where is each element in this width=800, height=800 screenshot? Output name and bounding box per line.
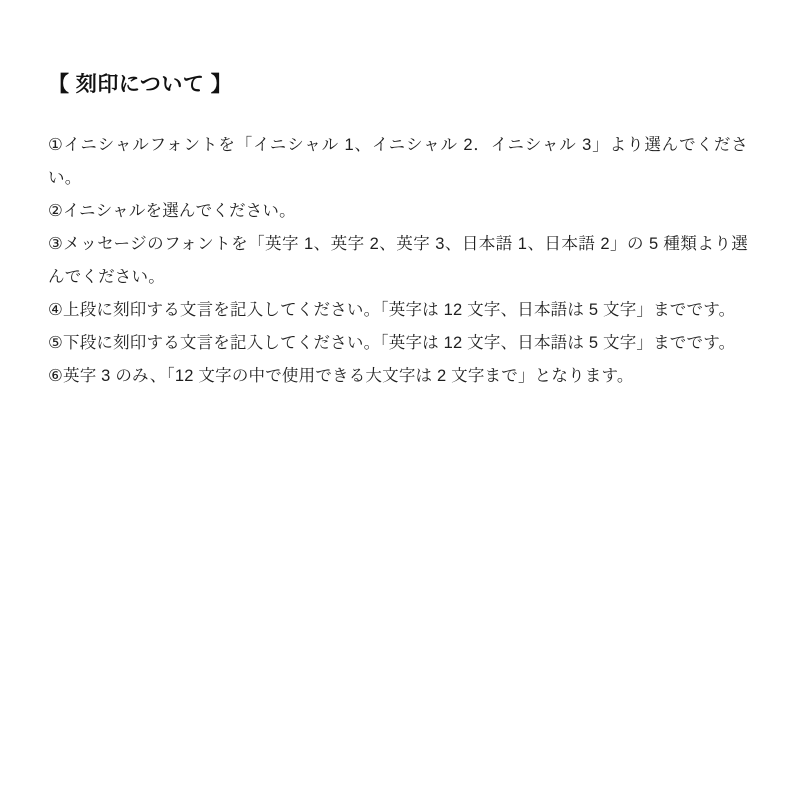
instruction-item: ①イニシャルフォントを「イニシャル 1、イニシャル 2．イニシャル 3」より選んでください。 [48,136,748,188]
instruction-item: ④上段に刻印する文言を記入してください。「英字は 12 文字、日本語は 5 文字」までです。 [48,301,736,320]
instruction-item: ⑥英字 3 のみ、「12 文字の中で使用できる大文字は 2 文字まで」となります。 [48,367,634,386]
page-title: 【 刻印について 】 [48,73,233,96]
instruction-item: ③メッセージのフォントを「英字 1、英字 2、英字 3、日本語 1、日本語 2」の 5 種類より選んでください。 [48,235,748,287]
instruction-item: ⑤下段に刻印する文言を記入してください。「英字は 12 文字、日本語は 5 文字」までです。 [48,334,736,353]
instruction-item: ②イニシャルを選んでください。 [48,202,296,221]
instructions-list [48,129,748,393]
